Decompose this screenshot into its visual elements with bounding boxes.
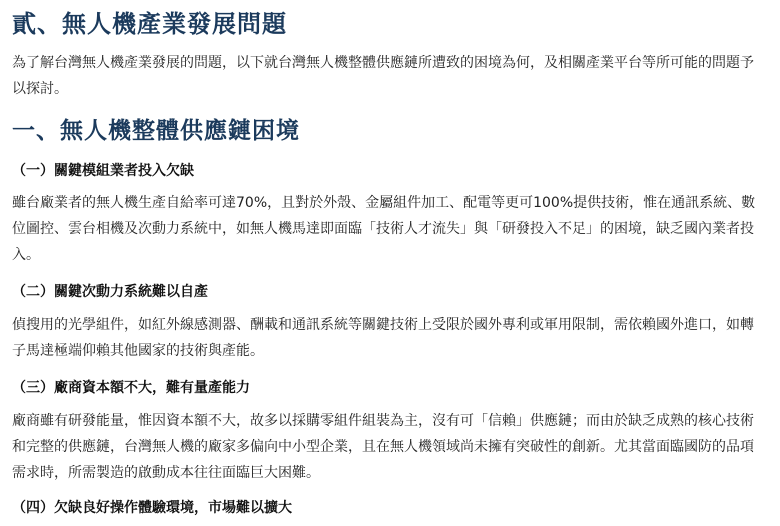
item-body-1: 雖台廠業者的無人機生產自給率可達70%，且對於外殼、金屬組件加工、配電等更可100%提供技術，惟在通訊系統、數位圖控、雲台相機及次動力系統中，如無人機馬達即面臨「技術人才流失」與「研發投入不足」的困境，缺乏國內業者投入。 [12,195,756,263]
subsection-title: 一、無人機整體供應鏈困境 [12,118,300,144]
item-heading-2: （二）關鍵次動力系統難以自產 [12,284,208,300]
section-title: 貳、無人機產業發展問題 [12,10,287,38]
item-body-3: 廠商雖有研發能量，惟因資本額不大，故多以採購零組件組裝為主，沒有可「信賴」供應鏈；而由於缺乏成熟的核心技術和完整的供應鏈，台灣無人機的廠家多偏向中小型企業，且在無人機領域尚未擁有突破性的創新。尤其當面臨國防的品項需求時，所需製造的啟動成本往往面臨巨大困難。 [12,413,754,481]
item-heading-4: （四）欠缺良好操作體驗環境，市場難以擴大 [12,500,292,516]
item-heading-1: （一）關鍵模組業者投入欠缺 [12,163,194,179]
intro-paragraph: 為了解台灣無人機產業發展的問題，以下就台灣無人機整體供應鏈所遭致的困境為何，及相關產業平台等所可能的問題予以探討。 [12,55,754,97]
item-body-2: 偵搜用的光學組件，如紅外線感測器、酬載和通訊系統等關鍵技術上受限於國外專利或軍用限制，需依賴國外進口，如轉子馬達極端仰賴其他國家的技術與產能。 [12,317,754,359]
item-heading-3: （三）廠商資本額不大，難有量產能力 [12,380,250,396]
